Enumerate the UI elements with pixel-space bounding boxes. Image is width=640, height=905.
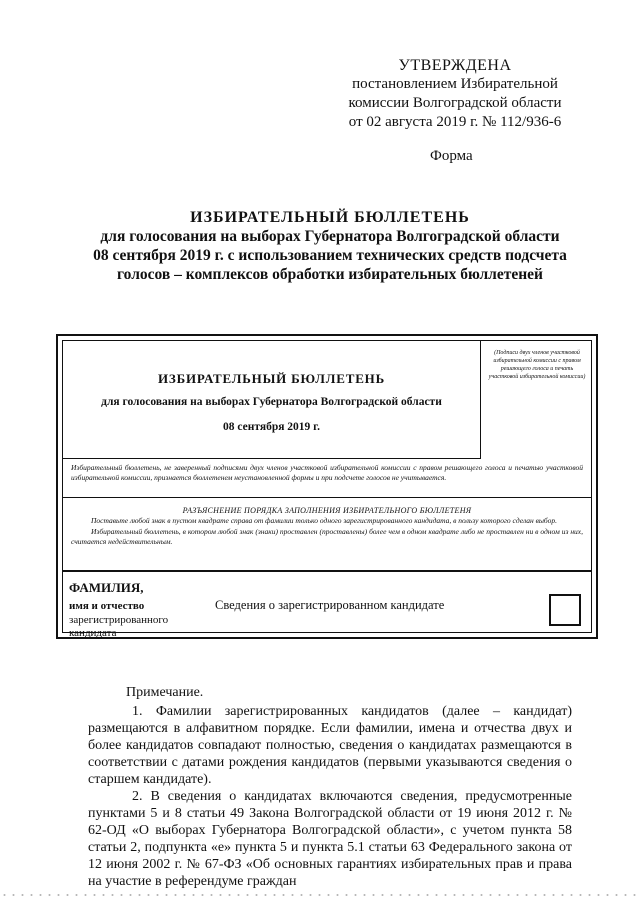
note-paragraph: 1. Фамилии зарегистрированных кандидатов (далее – кандидат) размещаются в алфавитном порядке. Если фамилии, имена и отчества двух и более кандидатов совпадают полностью, сведения о кандидатах размещаются в соответствии с датами рождения кандидатов (первыми указываются сведения о старшем кандидате). bbox=[88, 704, 572, 787]
heading-title: ИЗБИРАТЕЛЬНЫЙ БЮЛЛЕТЕНЬ bbox=[190, 209, 470, 226]
registered-line: зарегистрированного bbox=[69, 614, 169, 626]
ballot-sample bbox=[56, 334, 598, 639]
ballot-header bbox=[63, 341, 481, 459]
candidate-info: Сведения о зарегистрированном кандидате bbox=[215, 598, 445, 612]
approval-stamp bbox=[330, 56, 580, 132]
approval-line: постановлением Избирательной bbox=[352, 76, 558, 92]
ballot-subtitle: для голосования на выборах Губернатора Волгоградской области bbox=[101, 396, 442, 408]
heading-line: для голосования на выборах Губернатора Волгоградской области bbox=[100, 228, 560, 245]
ballot-rules bbox=[63, 498, 591, 572]
scan-artifact-dots bbox=[0, 892, 640, 898]
heading-line: 08 сентября 2019 г. с использованием технических средств подсчета bbox=[93, 247, 567, 264]
form-label: Форма bbox=[430, 148, 473, 164]
ballot-warning bbox=[63, 459, 591, 498]
vote-checkbox[interactable] bbox=[549, 594, 581, 626]
candidate-row bbox=[63, 572, 591, 639]
registered-line: кандидата bbox=[69, 627, 117, 639]
document-heading bbox=[60, 208, 600, 284]
rules-heading: РАЗЪЯСНЕНИЕ ПОРЯДКА ЗАПОЛНЕНИЯ ИЗБИРАТЕЛЬНОГО БЮЛЛЕТЕНЯ bbox=[182, 506, 472, 515]
signature-area bbox=[481, 341, 591, 459]
notes-section bbox=[88, 684, 572, 890]
candidate-surname: ФАМИЛИЯ, bbox=[69, 580, 144, 595]
notes-label: Примечание. bbox=[126, 685, 204, 700]
warning-text: Избирательный бюллетень, не заверенный подписями двух членов участковой избирательной комиссии с правом решающего голоса и печатью участковой избирательной комиссии, признается бюллетенем неустановленной формы и при подсчете голосов не учитывается. bbox=[71, 463, 583, 482]
approval-title: УТВЕРЖДЕНА bbox=[398, 57, 512, 74]
heading-line: голосов – комплексов обработки избирательных бюллетеней bbox=[117, 266, 543, 283]
note-paragraph: 2. В сведения о кандидатах включаются сведения, предусмотренные пунктами 5 и 8 статьи 49 Закона Волгоградской области от 19 июня 2012 г. № 62-ОД «О выборах Губернатора Волгоградской области», с учетом пункта 58 статьи 2, подпункта «е» пункта 5 и пункта 5.1 статьи 63 Федерального закона от 12 июня 2002 г. № 67-ФЗ «Об основных гарантиях избирательных прав и права на участие в референдуме граждан bbox=[88, 789, 572, 889]
ballot-date: 08 сентября 2019 г. bbox=[223, 421, 320, 433]
approval-line: от 02 августа 2019 г. № 112/936-6 bbox=[348, 114, 562, 130]
signature-note: (Подписи двух членов участковой избирательной комиссии с правом решающего голоса и печать участковой избирательной комиссии) bbox=[488, 350, 586, 380]
candidate-name: имя и отчество bbox=[69, 600, 145, 612]
candidate-registered bbox=[69, 614, 168, 640]
rule-text: Поставьте любой знак в пустом квадрате справа от фамилии только одного зарегистрированного кандидата, в пользу которого сделан выбор. bbox=[91, 516, 557, 525]
approval-line: комиссии Волгоградской области bbox=[348, 95, 562, 111]
ballot-title: ИЗБИРАТЕЛЬНЫЙ БЮЛЛЕТЕНЬ bbox=[158, 371, 385, 386]
rule-text: Избирательный бюллетень, в котором любой знак (знаки) проставлен (проставлены) более чем в одном квадрате либо не проставлен ни в одном из них, считается недействительным. bbox=[71, 527, 583, 546]
